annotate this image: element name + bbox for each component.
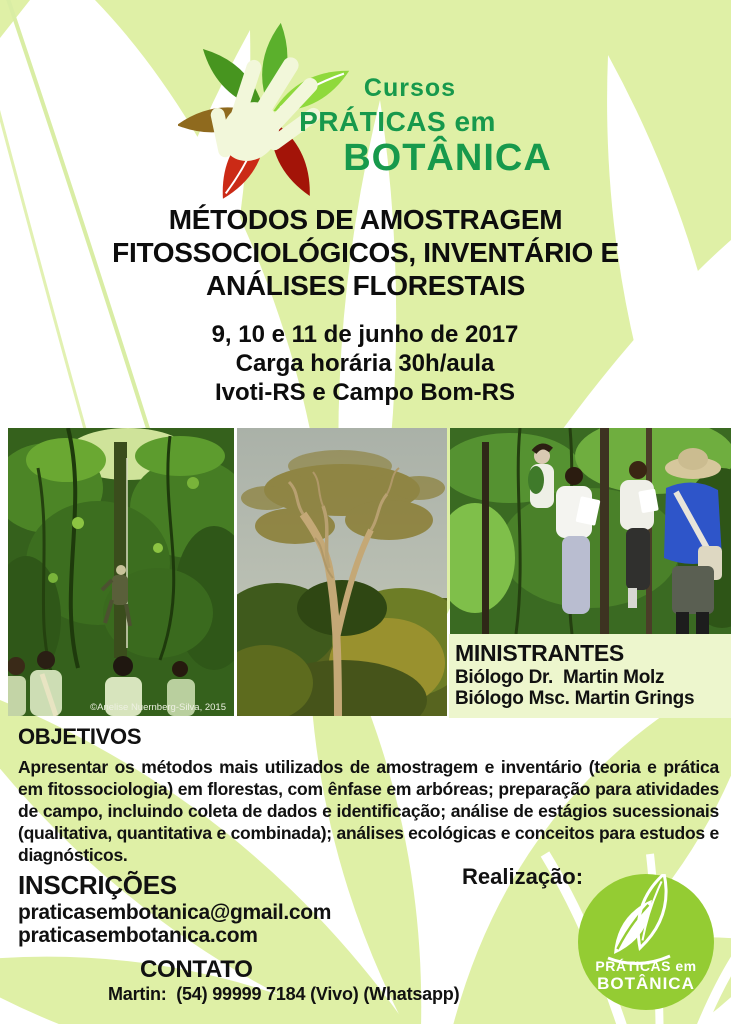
instructors-section (455, 640, 694, 709)
logo-brand-line1: PRÁTICAS em (299, 106, 496, 137)
registration-heading: INSCRIÇÕES (18, 870, 177, 900)
logo-brand-line2: BOTÂNICA (343, 137, 552, 179)
event-dates: 9, 10 e 11 de junho de 2017 (211, 321, 519, 348)
registration-section (18, 870, 331, 947)
objectives-heading: OBJETIVOS (18, 724, 142, 749)
realization-label: Realização: (462, 864, 584, 889)
photo-forest-climbing (8, 428, 234, 716)
logo-kicker: Cursos (363, 74, 457, 102)
badge-brand-line2: BOTÂNICA (597, 974, 695, 993)
contact-phone: Martin: (54) 99999 7184 (Vivo) (Whatsapp) (108, 984, 460, 1004)
objectives-body: Apresentar os métodos mais utilizados de amostragem e inventário (teoria e prática em fitossociologia) em florestas, com ênfase em arbóreas; preparação para atividades de campo, incluindo coleta de dados e identificação; análise de estágios sucessionais (qualitativa, quantitativa e combinada); análises ecológicas e conceitos para estudos e diagnósticos. (18, 757, 719, 865)
photo-fieldwork-group (450, 428, 731, 634)
course-title-line1: MÉTODOS DE AMOSTRAGEM (168, 204, 563, 235)
brand-badge (578, 874, 714, 1010)
event-details (100, 320, 630, 407)
event-workload: Carga horária 30h/aula (235, 350, 495, 377)
badge-brand-line1: PRÁTICAS em (595, 958, 697, 974)
event-location: Ivoti-RS e Campo Bom-RS (214, 379, 516, 406)
objectives-section (18, 724, 719, 866)
course-title (38, 203, 693, 302)
course-title-line2: FITOSSOCIOLÓGICOS, INVENTÁRIO E (112, 237, 619, 268)
instructor-item: Biólogo Dr. Martin Molz (455, 667, 665, 688)
registration-email: praticasembotanica@gmail.com (18, 901, 332, 924)
photo-tall-tree (237, 428, 447, 716)
photo-credit-caption: ©Anelise Nuernberg-Silva, 2015 (90, 702, 226, 713)
instructor-item: Biólogo Msc. Martin Grings (455, 688, 695, 709)
contact-heading: CONTATO (140, 956, 253, 983)
registration-website: praticasembotanica.com (18, 924, 258, 947)
instructors-heading: MINISTRANTES (455, 640, 624, 666)
course-title-line3: ANÁLISES FLORESTAIS (206, 270, 525, 301)
